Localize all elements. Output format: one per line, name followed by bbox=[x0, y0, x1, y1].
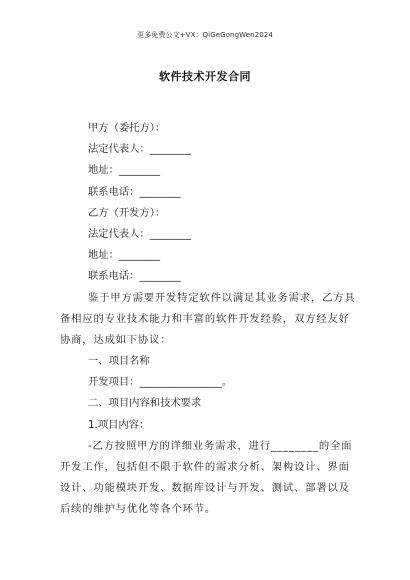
party-b-address: 地址：________ bbox=[88, 249, 161, 262]
section2-body-text: -乙方按照甲方的详细业务需求，进行________的全面开发工作，包括但不限于软件的需求分析、架构设计、界面设计、功能模块开发、数据库设计与开发、测试、部署以及后续的维护与优化等各个环节。 bbox=[60, 439, 353, 516]
party-a-address: 地址：________ bbox=[88, 164, 161, 177]
section2-heading: 二、项目内容和技术要求 bbox=[88, 397, 202, 410]
intro-paragraph bbox=[60, 288, 358, 352]
party-b-label: 乙方（开发方）： bbox=[88, 206, 166, 219]
section2-body bbox=[60, 436, 358, 521]
party-a-label: 甲方（委托方）： bbox=[88, 122, 166, 134]
party-b-phone: 联系电话：________ bbox=[88, 270, 181, 283]
document-body bbox=[60, 118, 358, 521]
party-a-rep: 法定代表人：________ bbox=[88, 143, 191, 156]
project-name-line: 开发项目：________________。 bbox=[88, 376, 233, 389]
intro-text: 鉴于甲方需要开发特定软件以满足其业务需求，乙方具备相应的专业技术能力和丰富的软件开发经验，双方经友好协商，达成如下协议： bbox=[60, 291, 356, 346]
section1-heading: 一、项目名称 bbox=[88, 355, 150, 368]
party-b-rep: 法定代表人：________ bbox=[88, 227, 191, 240]
section2-sub1: 1.项目内容： bbox=[88, 418, 150, 431]
header-note: 更多免费公文+VX：QiGeGongWen2024 bbox=[137, 31, 273, 39]
party-a-phone: 联系电话：________ bbox=[88, 185, 181, 198]
document-title: 软件技术开发合同 bbox=[159, 70, 251, 83]
